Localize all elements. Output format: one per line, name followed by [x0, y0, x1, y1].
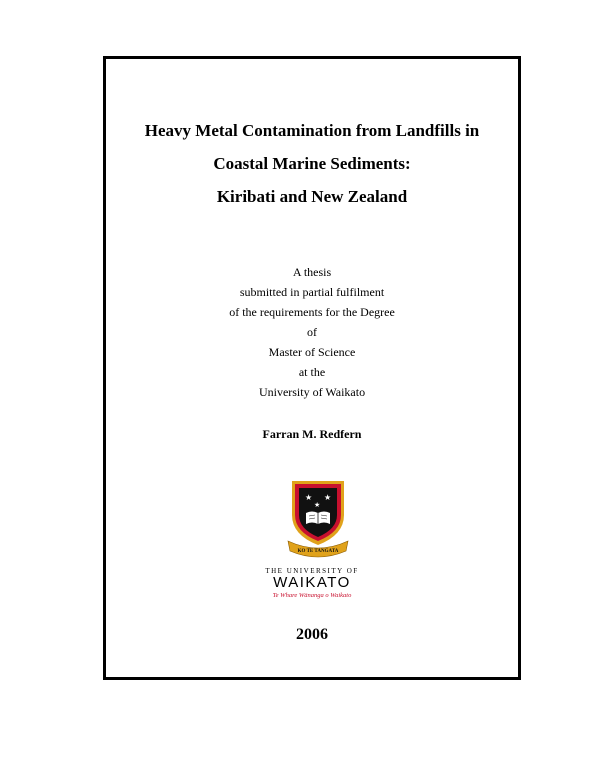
logo-waikato: WAIKATO [273, 574, 351, 591]
university-crest-icon [286, 479, 350, 559]
svg-text:★: ★ [305, 493, 313, 502]
submission-line-1: A thesis [292, 265, 332, 279]
thesis-title-line-3: Kiribati and New Zealand [216, 187, 408, 206]
submission-line-3: of the requirements for the Degree [229, 305, 395, 319]
author-name: Farran M. Redfern [262, 427, 362, 441]
title-page-frame [103, 56, 521, 680]
thesis-year: 2006 [296, 626, 328, 643]
submission-line-5: Master of Science [268, 345, 356, 359]
submission-line-4: of [307, 325, 317, 339]
thesis-title-line-1: Heavy Metal Contamination from Landfills in [144, 121, 480, 140]
crest-motto: KO TE TANGATA [297, 549, 339, 554]
submission-line-6: at the [298, 365, 326, 379]
logo-university-of: THE UNIVERSITY OF [265, 567, 359, 575]
logo-maori-name: Te Whare Wānanga o Waikato [272, 592, 352, 599]
svg-text:★: ★ [314, 501, 321, 509]
submission-line-7: University of Waikato [258, 385, 366, 399]
svg-text:★: ★ [324, 493, 332, 502]
thesis-title-line-2: Coastal Marine Sediments: [213, 154, 411, 173]
submission-line-2: submitted in partial fulfilment [239, 285, 385, 299]
